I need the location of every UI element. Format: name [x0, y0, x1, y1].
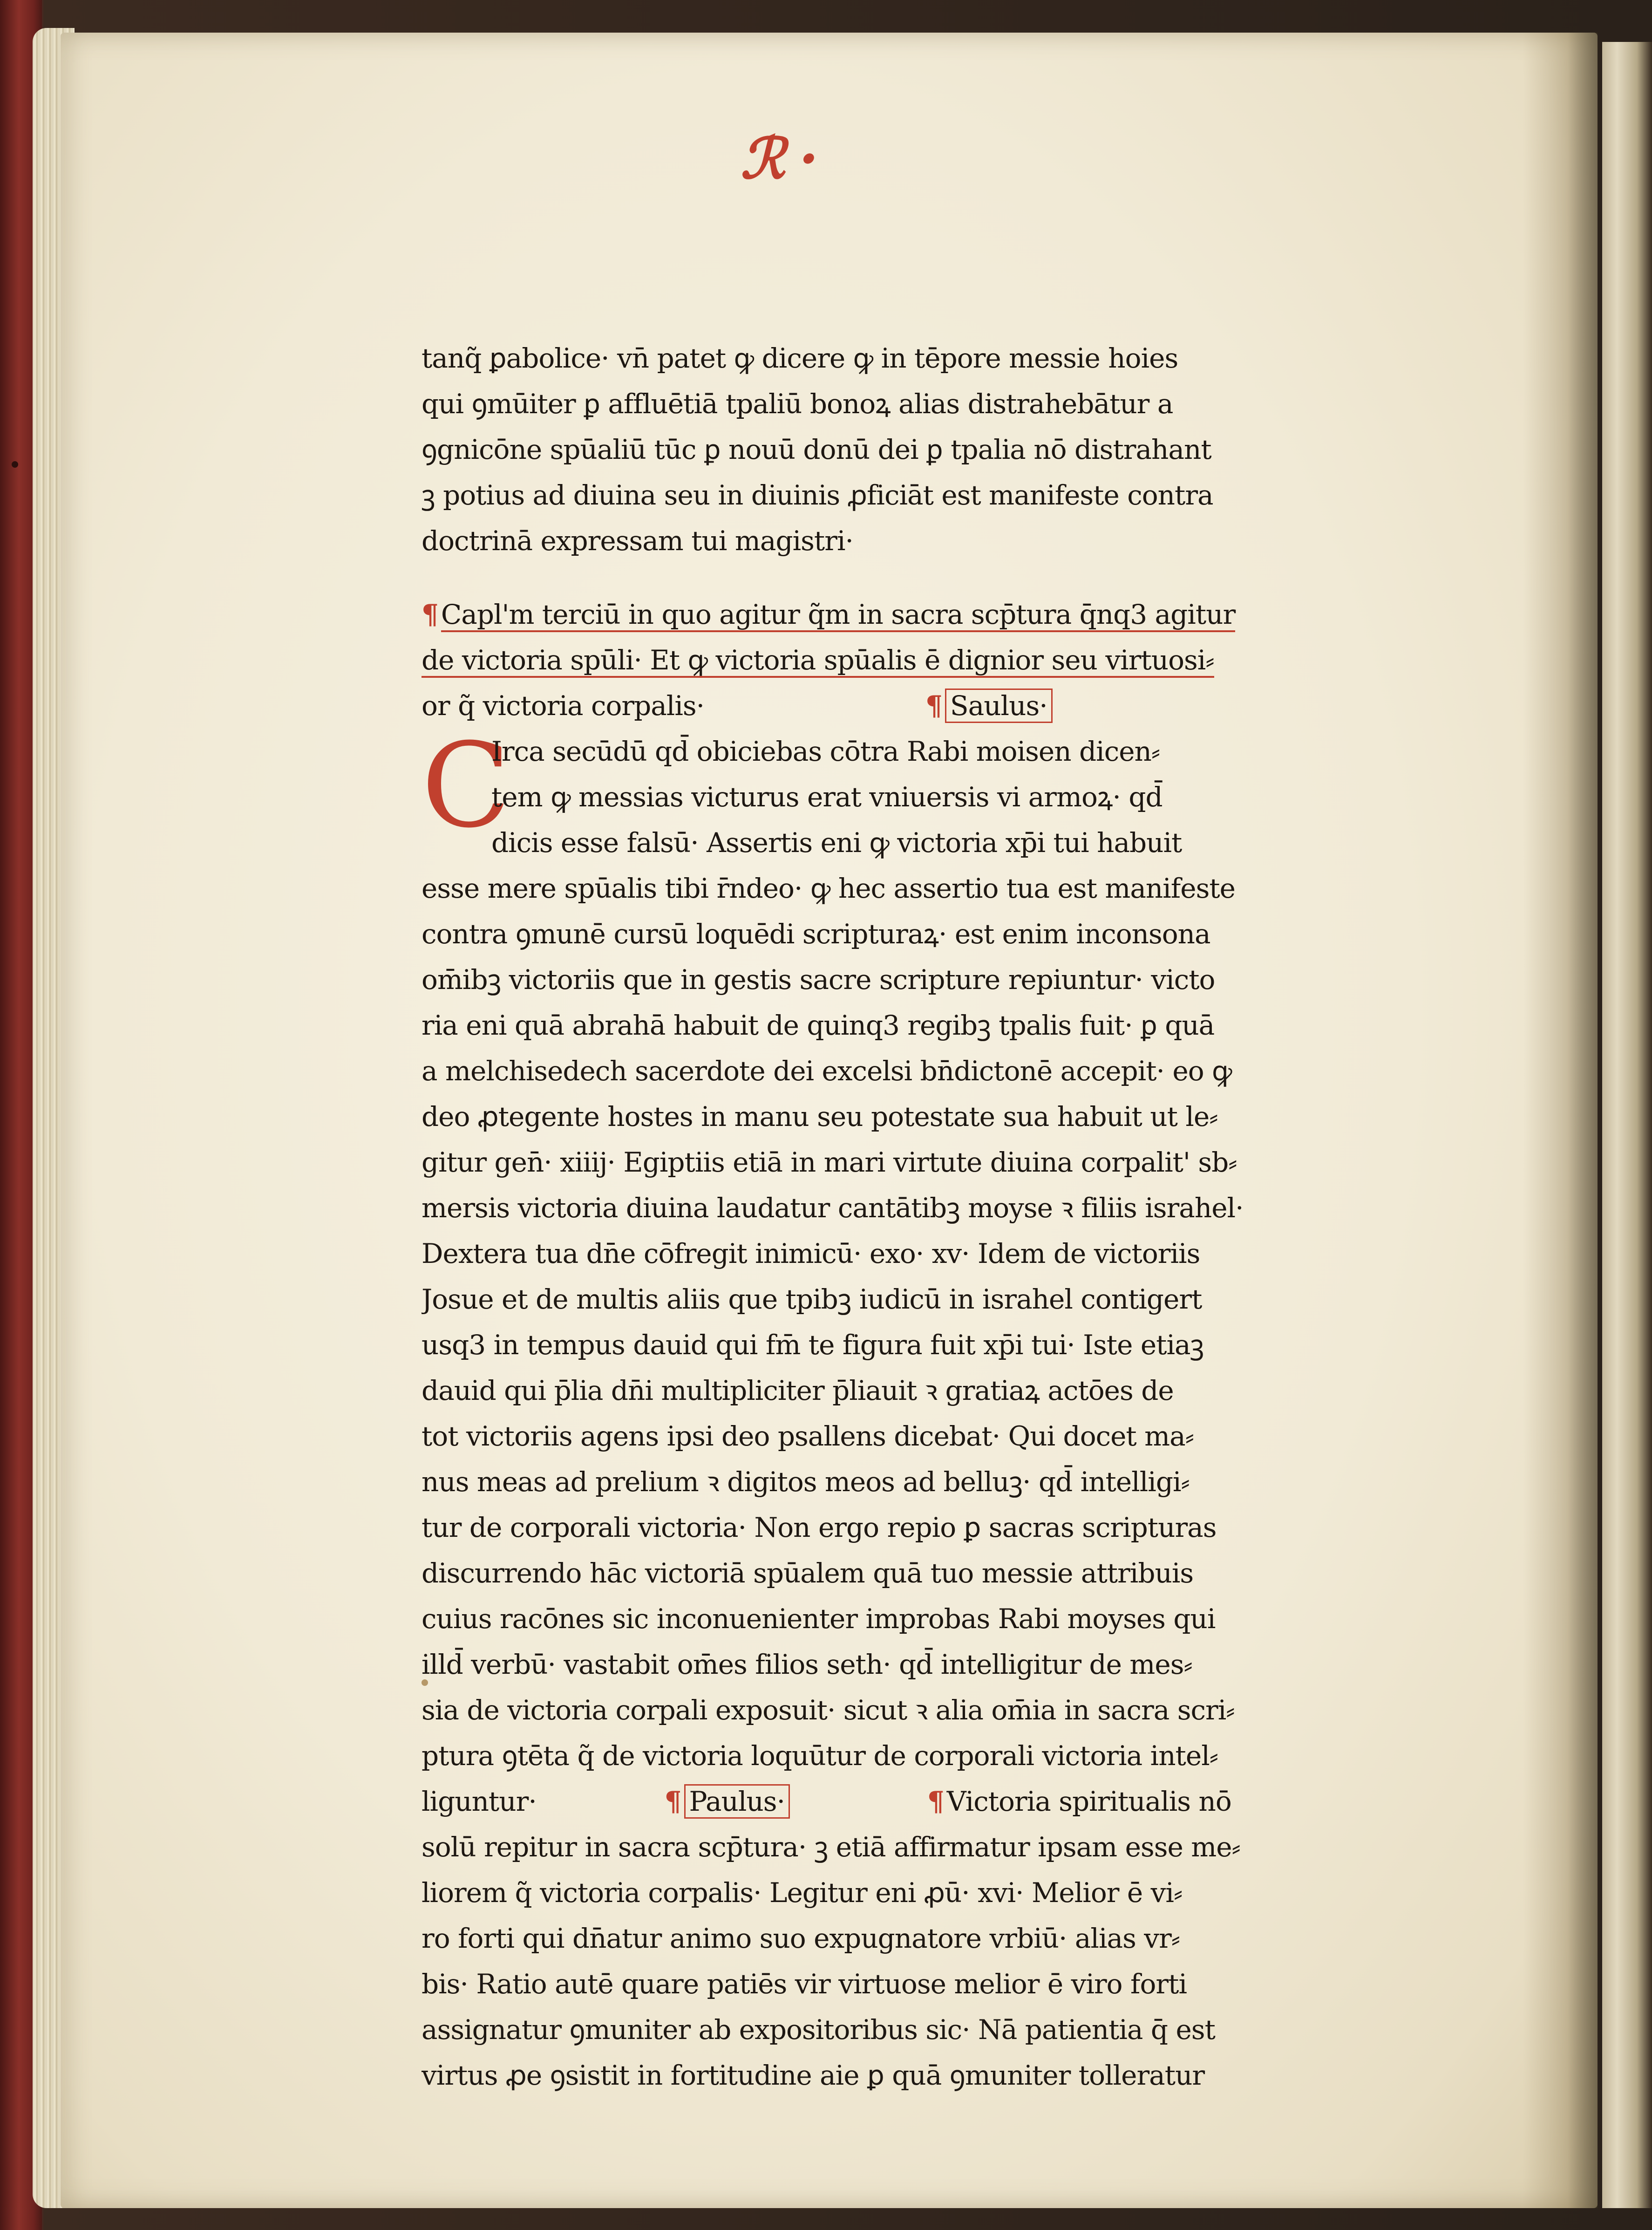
- text-line: tot victoriis agens ipsi deo psallens dicebat· Qui docet ma⸗: [421, 1420, 1194, 1452]
- chapter-heading-line: [421, 592, 1339, 637]
- text-line: ro forti qui dn̄atur animo suo expugnatore vrbiū· alias vr⸗: [421, 1923, 1180, 1954]
- chapter-heading-line: [421, 683, 1339, 729]
- text-line: ria eni quā abrahā habuit de quinq3 regibꝫ tpalis fuit· ꝑ quā: [421, 1009, 1215, 1041]
- text-line: dicis esse falsū· Assertis eni ꝙ victoria xp̄i tui habuit: [491, 827, 1182, 859]
- text-line: assignatur ꝯmuniter ab expositoribus sic· Nā patientia q̄ est: [421, 2014, 1215, 2046]
- text-line: sia de victoria corpali exposuit· sicut ꝛ alia om̄ia in sacra scri⸗: [421, 1694, 1235, 1726]
- text-line: esse mere spūalis tibi r̄ndeo· ꝙ hec assertio tua est manifeste: [421, 873, 1235, 904]
- text-line: a melchisedech sacerdote dei excelsi bn̄dictonē accepit· eo ꝙ: [421, 1055, 1232, 1087]
- pilcrow-mark: ¶: [927, 1786, 944, 1817]
- spacer: [421, 564, 1339, 592]
- chapter-heading-end: or q̃ victoria corpalis·: [421, 690, 705, 722]
- text-line: Dextera tua dn̄e cōfregit inimicū· exo· xv· Idem de victoriis: [421, 1238, 1200, 1269]
- text-line: virtus ꝓe ꝯsistit in fortitudine aie ꝑ quā ꝯmuniter tolleratur: [421, 2060, 1205, 2091]
- text-line: om̄ibꝫ victoriis que in gestis sacre scripture repiuntur· victo: [421, 964, 1215, 996]
- text-line: solū repitur in sacra scp̄tura· ꝫ etiā affirmatur ipsam esse me⸗: [421, 1831, 1240, 1863]
- pilcrow-mark: ¶: [421, 599, 438, 630]
- chapter-heading-cont: de victoria spūli· Et ꝙ victoria spūalis ē dignior seu virtuosi⸗: [421, 644, 1214, 678]
- text-line: liorem q̃ victoria corpalis· Legitur eni ꝓū· xvi· Melior ē vi⸗: [421, 1877, 1183, 1909]
- text-line: dauid qui p̄lia dn̄i multipliciter p̄liauit ꝛ gratiaꝝ actōes de: [421, 1375, 1174, 1406]
- text-line: ꝯgnicōne spūaliū tūc ꝑ nouū donū dei ꝑ tpalia nō distrahant: [421, 434, 1211, 465]
- text-line: usq3 in tempus dauid qui fm̄ te figura fuit xp̄i tui· Iste etiaꝫ: [421, 1329, 1204, 1361]
- facing-page-edge: [1602, 42, 1652, 2208]
- text-line: tem ꝙ messias victurus erat vniuersis vi armoꝝ· qd̄: [491, 781, 1163, 813]
- text-line: ꝫ potius ad diuina seu in diuinis ꝓficiāt est manifeste contra: [421, 479, 1213, 511]
- text-line: Josue et de multis aliis que tpibꝫ iudicū in israhel contigert: [421, 1283, 1202, 1315]
- text-fragment: liguntur·: [421, 1786, 537, 1817]
- text-line: nus meas ad prelium ꝛ digitos meos ad belluꝫ· qd̄ intelligi⸗: [421, 1466, 1190, 1498]
- folio-mark: ℛ ·: [741, 126, 816, 191]
- pilcrow-mark: ¶: [925, 690, 942, 722]
- binding-hole: [12, 461, 18, 468]
- text-line: bis· Ratio autē quare patiēs vir virtuose melior ē viro forti: [421, 1968, 1187, 2000]
- speaker-paulus: Paulus·: [684, 1784, 790, 1819]
- text-line-paulus: [421, 1779, 1339, 1824]
- text-line: qui ꝯmūiter ꝑ affluētiā tpaliū bonoꝝ alias distrahebātur a: [421, 388, 1173, 420]
- text-line: Irca secūdū qd̄ obiciebas cōtra Rabi moisen dicen⸗: [491, 736, 1160, 767]
- text-line: mersis victoria diuina laudatur cantātibꝫ moyse ꝛ filiis israhel·: [421, 1192, 1244, 1224]
- pilcrow-mark: ¶: [664, 1786, 681, 1817]
- speaker-saulus: Saulus·: [945, 689, 1053, 723]
- text-line: gitur gen̄· xiiij· Egiptiis etiā in mari virtute diuina corpalit' sb⸗: [421, 1146, 1237, 1178]
- text-line: deo ꝓtegente hostes in manu seu potestate sua habuit ut le⸗: [421, 1101, 1218, 1132]
- text-line: tur de corporali victoria· Non ergo repio ꝑ sacras scripturas: [421, 1512, 1217, 1543]
- chapter-heading-line: [421, 637, 1339, 683]
- text-fragment: Victoria spiritualis nō: [946, 1786, 1231, 1817]
- text-line: illd̄ verbū· vastabit om̄es filios seth· qd̄ intelligitur de mes⸗: [421, 1649, 1192, 1680]
- text-line: ptura ꝯtēta q̃ de victoria loquūtur de corporali victoria intel⸗: [421, 1740, 1218, 1772]
- text-line: doctrinā expressam tui magistri·: [421, 525, 853, 557]
- text-line: contra ꝯmunē cursū loquēdi scripturaꝝ· est enim inconsona: [421, 918, 1210, 950]
- text-line: discurrendo hāc victoriā spūalem quā tuo messie attribuis: [421, 1557, 1194, 1589]
- text-line: cuius racōnes sic inconuenienter improbas Rabi moyses qui: [421, 1603, 1216, 1635]
- text-line: tanq̃ ꝑabolice· vn̄ patet ꝙ dicere ꝙ in tēpore messie hoies: [421, 342, 1178, 374]
- chapter-heading: Capl'm terciū in quo agitur q̃m in sacra scp̄tura q̄nq3 agitur: [441, 599, 1235, 632]
- rubricated-initial: C: [421, 718, 511, 853]
- page-gutter: [1523, 33, 1598, 2208]
- text-block: [421, 335, 1339, 2098]
